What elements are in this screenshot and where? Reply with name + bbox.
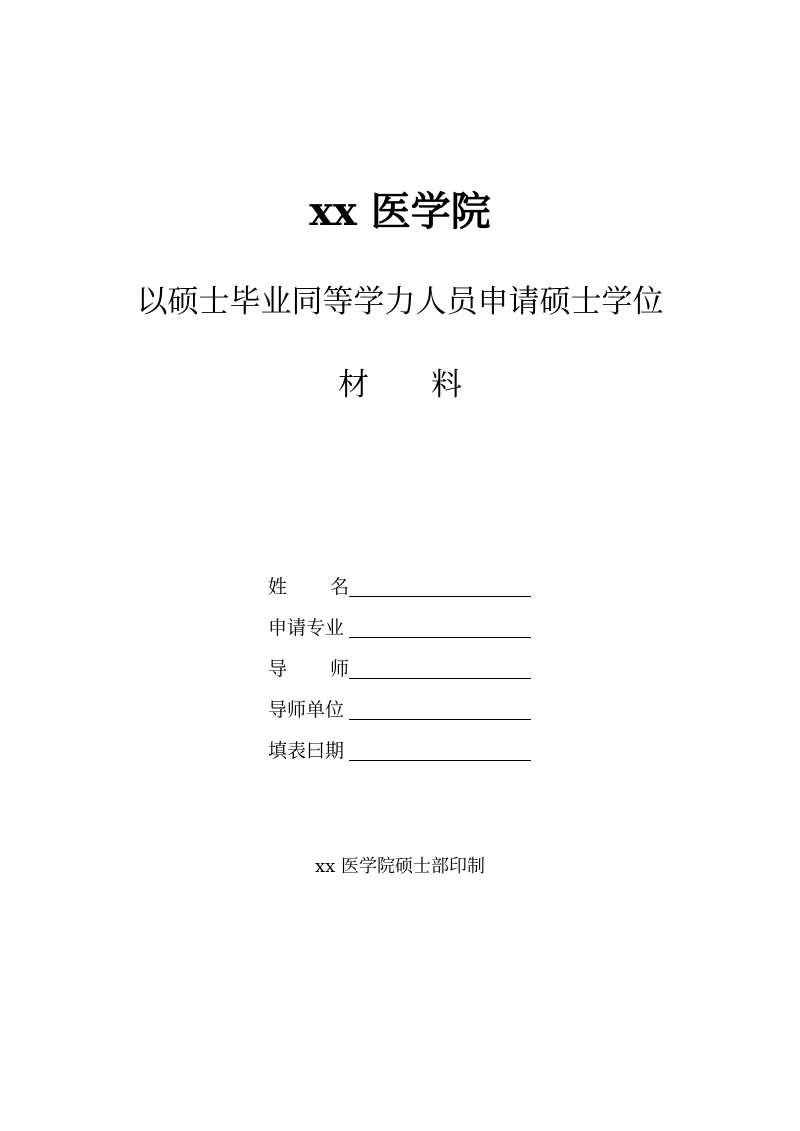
name-label: 姓 名	[268, 576, 349, 598]
form-row-name	[268, 558, 538, 599]
form-row-major	[268, 599, 538, 640]
supervisor-field[interactable]	[349, 656, 531, 679]
form-row-supervisor-unit	[268, 681, 538, 722]
material-heading-char-1: 材	[338, 367, 369, 403]
fill-date-field[interactable]	[349, 738, 531, 761]
major-label: 申请专业	[268, 617, 345, 639]
document-subtitle: 以硕士毕业同等学力人员申请硕士学位	[136, 284, 664, 320]
form-row-fill-date	[268, 722, 538, 763]
applicant-form	[268, 558, 538, 763]
supervisor-label: 导 师	[268, 658, 349, 680]
name-field[interactable]	[349, 574, 531, 597]
form-row-supervisor	[268, 640, 538, 681]
material-heading	[0, 363, 800, 407]
major-field[interactable]	[349, 615, 531, 638]
material-heading-char-2: 料	[431, 367, 462, 403]
document-footer: xx 医学院硕士部印制	[314, 856, 486, 877]
supervisor-unit-label: 导师单位	[268, 699, 345, 721]
document-title: xx 医学院	[309, 188, 491, 235]
fill-date-label: 填表曰期	[268, 740, 345, 762]
supervisor-unit-field[interactable]	[349, 697, 531, 720]
